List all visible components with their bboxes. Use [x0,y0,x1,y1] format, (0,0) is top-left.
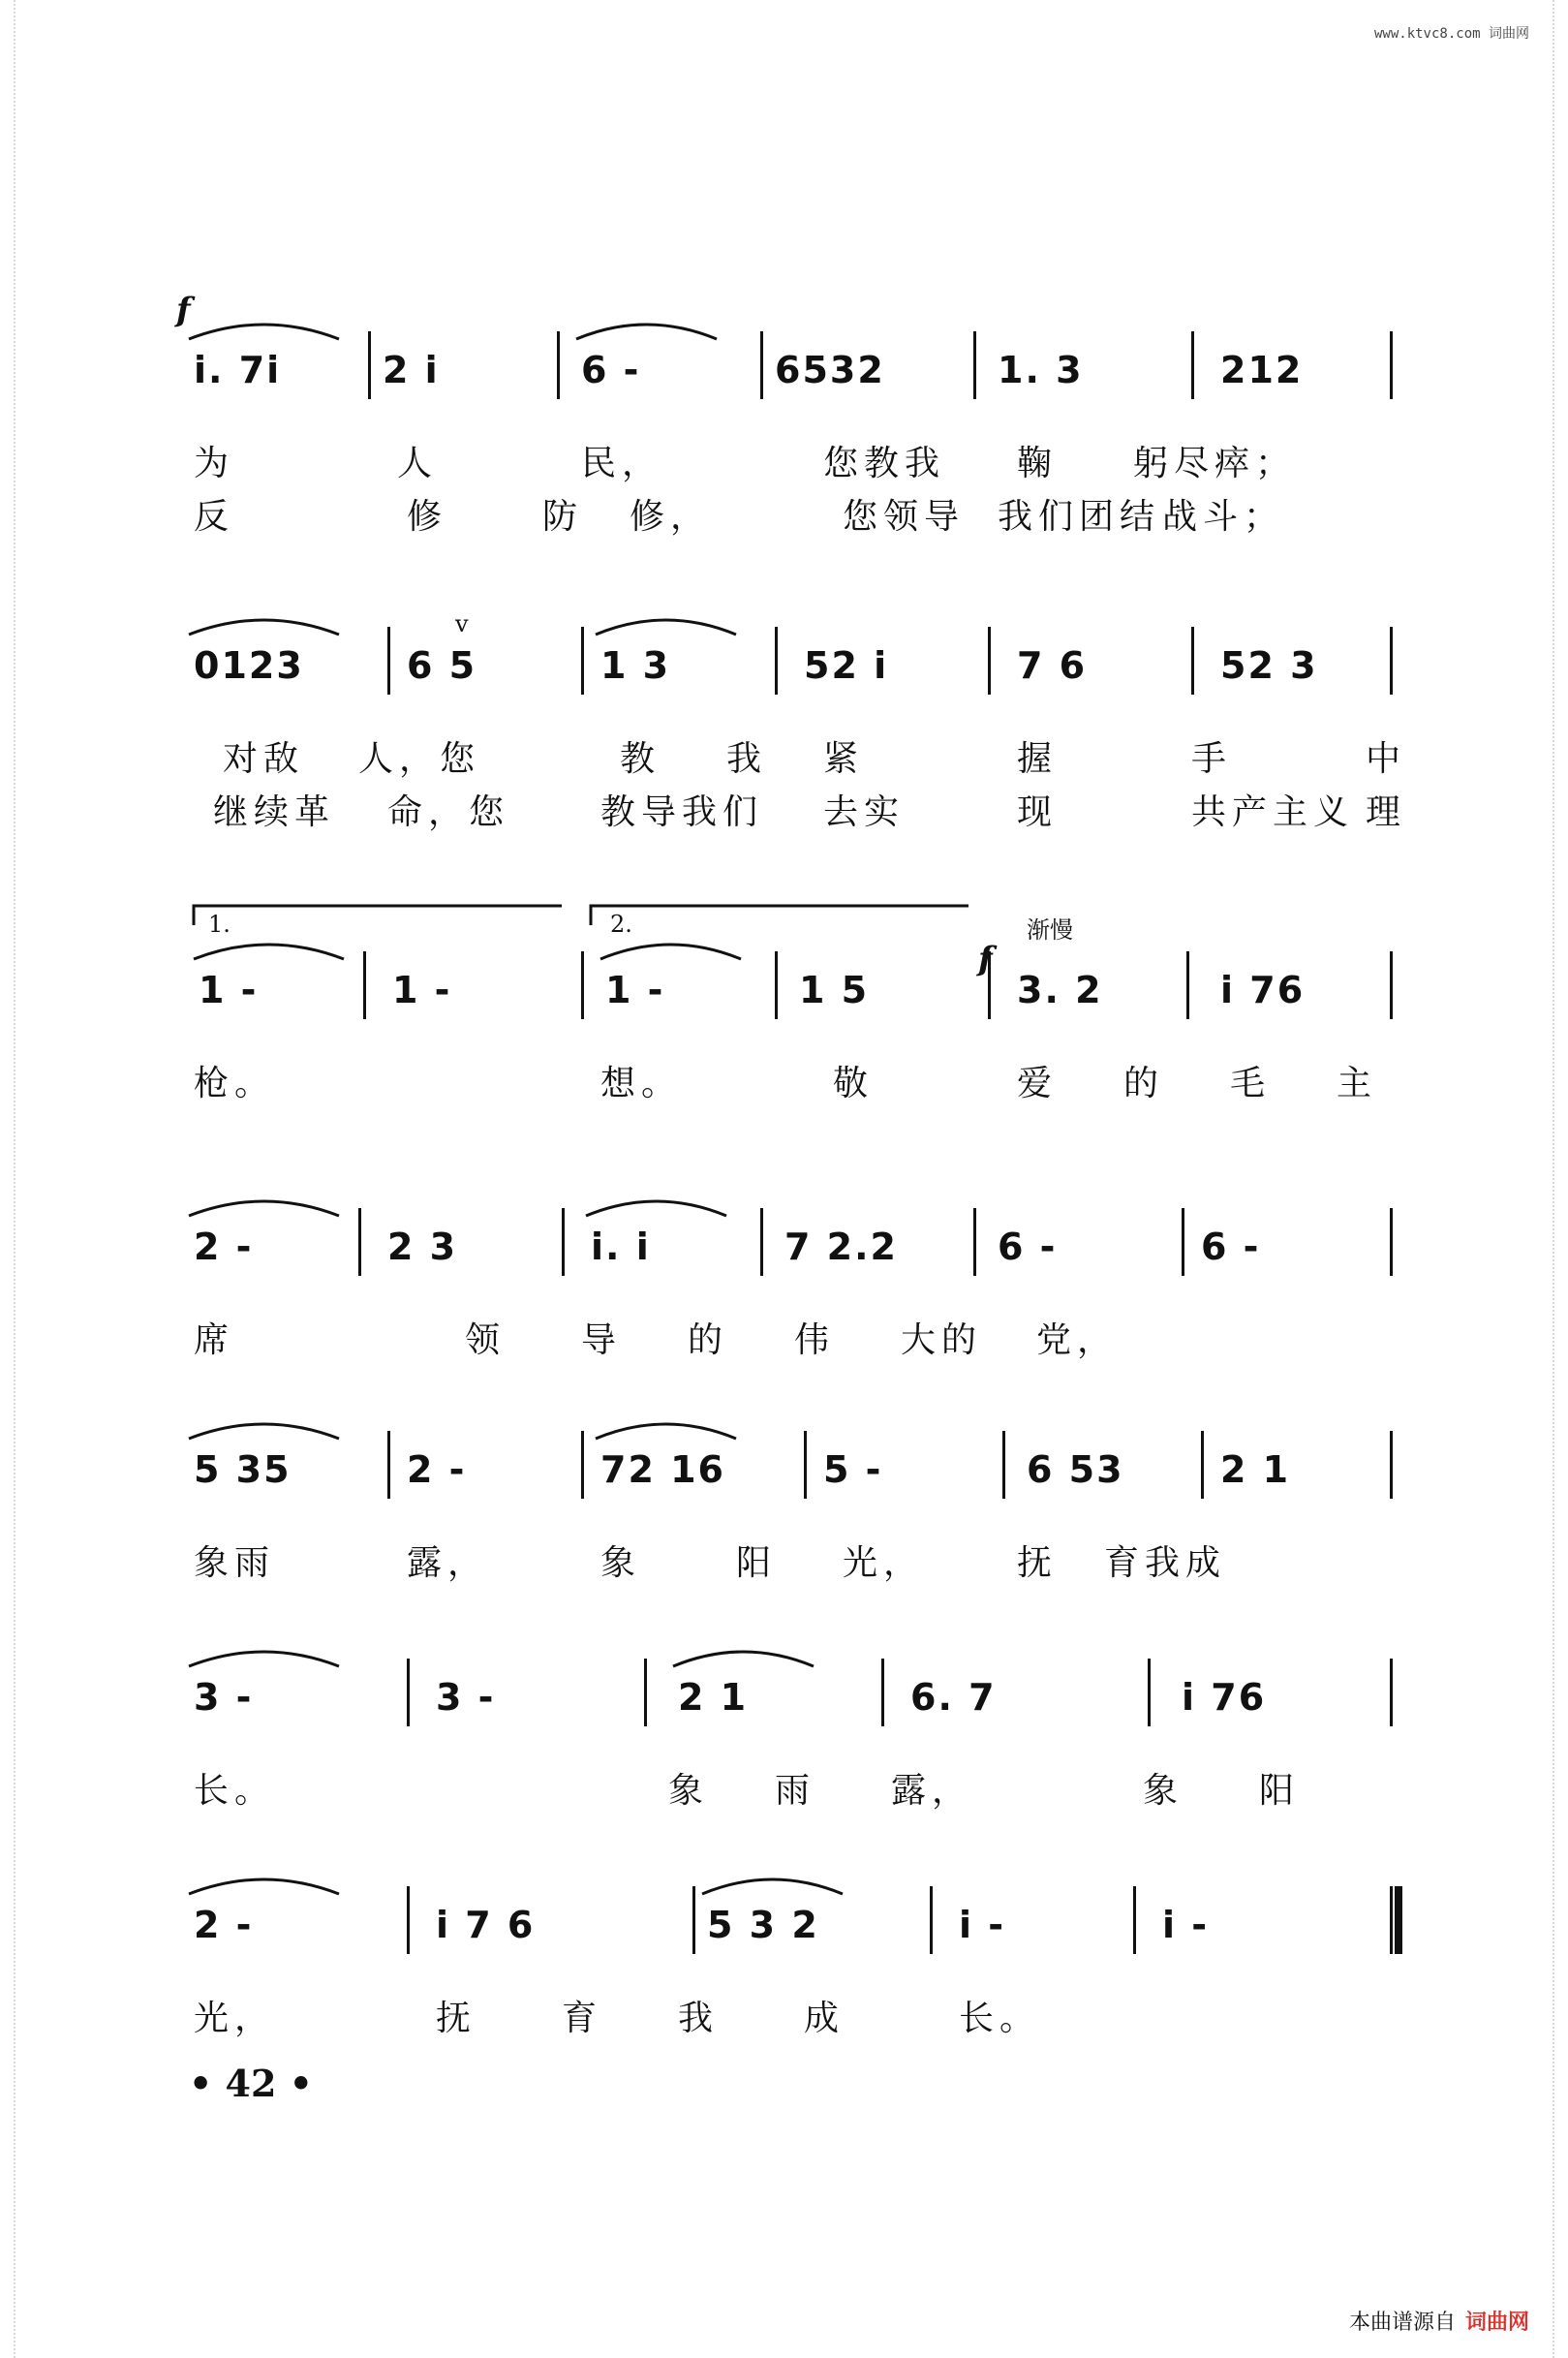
lyric-syllable: 光， [843,1543,925,1583]
measure-notes: 1. 3 [998,349,1084,391]
lyric-syllable: 大的 [901,1320,983,1360]
lyric-syllable: 露， [407,1543,489,1583]
lyric-syllable: 握 [1017,739,1059,779]
measure-notes: 6532 [775,349,885,391]
measure-notes: 2 3 [387,1226,458,1268]
measure-notes: 6 - [998,1226,1058,1268]
lyric-syllable: 手 [1191,739,1233,779]
volta-bracket [591,906,968,925]
measure-notes: i. i [591,1226,651,1268]
measure-notes: 1 - [199,969,259,1011]
measure-notes: 2 1 [678,1676,749,1719]
lyric-syllable: 育我成 [1104,1543,1227,1583]
lyric-syllable: 躬尽瘁； [1133,444,1297,483]
lyric-syllable: 阳 [1259,1771,1301,1811]
measure-notes: i 76 [1220,969,1306,1011]
lyric-syllable: 光， [194,1999,276,2038]
lyric-syllable: 紧 [823,739,865,779]
lyric-syllable: 修， [630,497,712,537]
forte-marking-2: f [978,940,993,978]
lyric-syllable: 您教我 [823,444,946,483]
measure-notes: 2 1 [1220,1448,1291,1491]
measure-notes: 7 6 [1017,644,1088,687]
lyric-syllable: 枪。 [194,1064,276,1103]
measure-notes: 1 5 [799,969,870,1011]
lyric-syllable: 爱 [1017,1064,1059,1103]
forte-marking: f [176,291,191,329]
measure-notes: 2 - [194,1904,254,1946]
lyric-syllable: 露， [891,1771,973,1811]
lyric-syllable: 象 [668,1771,710,1811]
lyric-syllable: 为 [194,444,235,483]
lyric-syllable: 象 [600,1543,642,1583]
measure-notes: 6 - [1201,1226,1261,1268]
lyric-syllable: 导 [581,1320,623,1360]
lyric-syllable: 现 [1017,792,1059,832]
measure-notes: 212 [1220,349,1304,391]
slur [673,1652,814,1666]
measure-notes: 6. 7 [910,1676,997,1719]
slur [576,325,717,339]
tempo-marking: 渐慢 [1027,916,1073,944]
lyric-syllable: 教 [620,739,661,779]
measure-notes: 3. 2 [1017,969,1103,1011]
lyric-syllable: 去实 [823,792,906,832]
volta-bracket [194,906,562,925]
measure-notes: 6 5 [407,644,477,687]
volta-1-label: 1. [208,911,231,938]
measure-notes: i - [959,1904,1006,1946]
lyric-syllable: 修 [407,497,448,537]
lyric-syllable: 长。 [959,1999,1041,2038]
lyric-syllable: 命，您 [387,792,510,832]
measure-notes: 1 - [605,969,665,1011]
measure-notes: i 76 [1182,1676,1267,1719]
slur [586,1201,726,1216]
site-watermark: www.ktvc8.com 词曲网 [1373,26,1529,42]
lyric-syllable: 鞠 [1017,444,1059,483]
slur [596,620,736,635]
measure-notes: 5 35 [194,1448,292,1491]
lyric-syllable: 敬 [833,1064,875,1103]
lyric-syllable: 党， [1036,1320,1119,1360]
lyric-syllable: 伟 [794,1320,836,1360]
lyric-syllable: 抚 [1017,1543,1059,1583]
measure-notes: 2 - [407,1448,467,1491]
measure-notes: 52 3 [1220,644,1318,687]
lyric-syllable: 我 [678,1999,720,2038]
lyric-syllable: 共产主义 [1191,792,1355,832]
lyric-syllable: 主 [1337,1064,1378,1103]
measure-notes: 52 i [804,644,889,687]
measure-notes: 5 3 2 [707,1904,819,1946]
measure-notes: 2 - [194,1226,254,1268]
measure-notes: 7 2.2 [784,1226,898,1268]
lyric-syllable: 毛 [1230,1064,1272,1103]
measure-notes: 3 - [194,1676,254,1719]
measure-notes: 1 - [392,969,452,1011]
measure-notes: 72 16 [600,1448,725,1491]
lyric-syllable: 理 [1366,792,1407,832]
lyric-syllable: 的 [688,1320,729,1360]
page-number: • 42 • [189,2062,313,2105]
breath-mark: v [455,610,469,637]
lyric-syllable: 象 [1143,1771,1184,1811]
lyric-syllable: 我们团结 [998,497,1161,537]
lyric-syllable: 抚 [436,1999,477,2038]
lyric-syllable: 席 [194,1320,235,1360]
slur [596,1424,736,1439]
lyric-syllable: 阳 [736,1543,778,1583]
lyric-syllable: 育 [562,1999,603,2038]
source-label: 本曲谱源自 [1348,2311,1456,2335]
slur [189,1201,339,1216]
measure-notes: 6 53 [1027,1448,1124,1491]
measure-notes: 3 - [436,1676,496,1719]
lyric-syllable: 长。 [194,1771,276,1811]
final-barline [1395,1886,1402,1954]
lyric-syllable: 您领导 [843,497,966,537]
lyric-syllable: 对敌 [223,739,305,779]
slur [600,945,741,959]
lyric-syllable: 民， [581,444,663,483]
slur [189,1652,339,1666]
lyric-syllable: 战斗； [1162,497,1285,537]
slur [702,1879,843,1894]
lyric-syllable: 继续革 [213,792,336,832]
measure-notes: i - [1162,1904,1210,1946]
volta-2-label: 2. [610,911,632,938]
slur [189,620,339,635]
lyric-syllable: 领 [465,1320,507,1360]
lyric-syllable: 中 [1366,739,1407,779]
source-brand: 词曲网 [1464,2311,1529,2335]
lyric-syllable: 教导我们 [600,792,764,832]
lyric-syllable: 象雨 [194,1543,276,1583]
lyric-syllable: 雨 [775,1771,816,1811]
lyric-syllable: 我 [726,739,768,779]
lyric-syllable: 防 [542,497,584,537]
measure-notes: 1 3 [600,644,671,687]
lyric-syllable: 反 [194,497,235,537]
measure-notes: 6 - [581,349,641,391]
lyric-syllable: 人 [397,444,439,483]
slur [189,325,339,339]
lyric-syllable: 人，您 [358,739,481,779]
source-stamp [1349,2306,1529,2336]
lyric-syllable: 的 [1123,1064,1165,1103]
slur [189,1424,339,1439]
measure-notes: i. 7i [194,349,282,391]
slur [189,1879,339,1894]
measure-notes: 0123 [194,644,304,687]
measure-notes: 5 - [823,1448,883,1491]
measure-notes: 2 i [383,349,440,391]
lyric-syllable: 想。 [600,1064,683,1103]
measure-notes: i 7 6 [436,1904,536,1946]
lyric-syllable: 成 [804,1999,845,2038]
slur [194,945,344,959]
